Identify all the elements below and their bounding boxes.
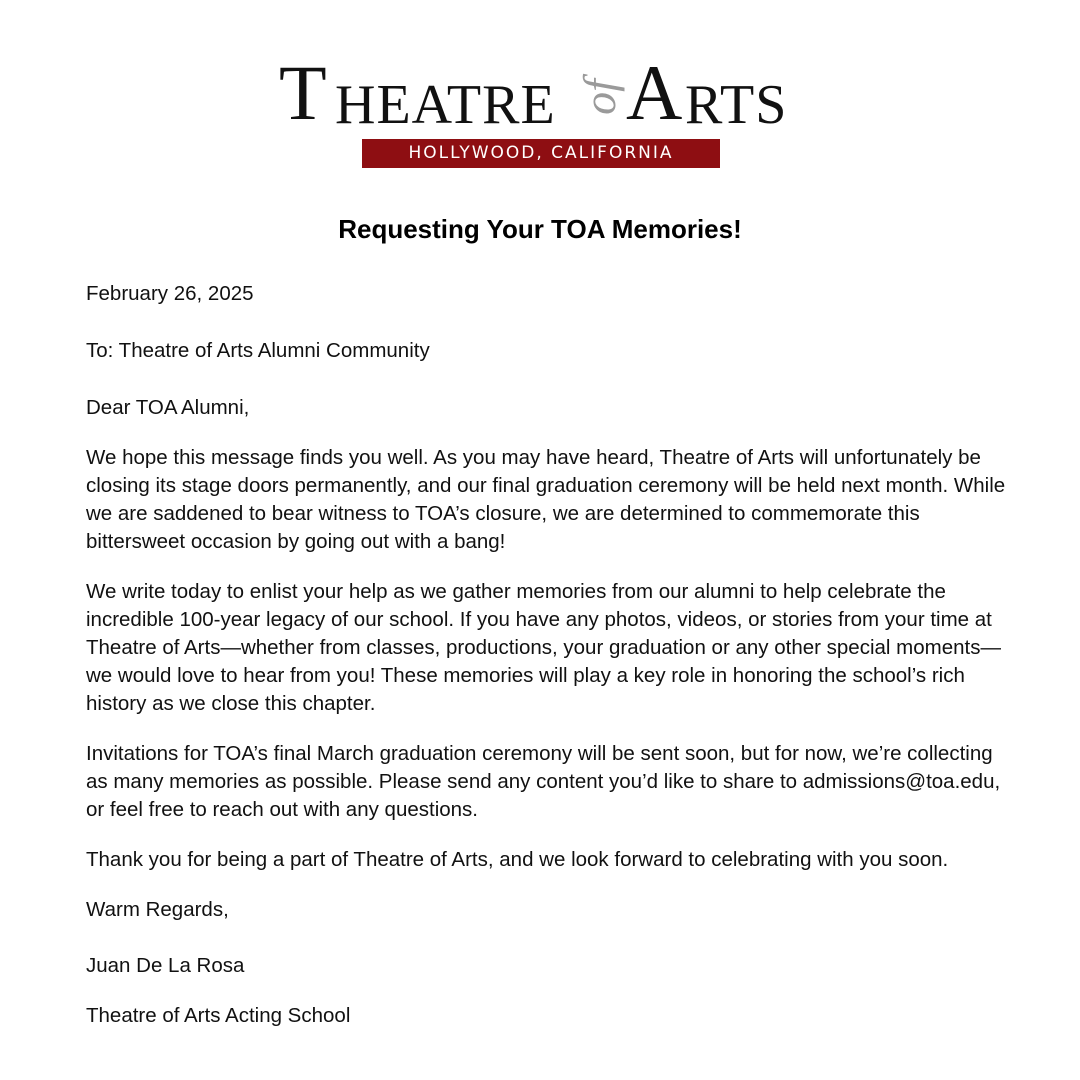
letter-closing: Warm Regards, [86,898,229,921]
theatre-of-arts-logo [0,49,1080,172]
logo-second-letter: A [626,49,683,136]
logo-first-letter: T [279,49,327,136]
logo-wordmark [0,49,1080,136]
letter-date: February 26, 2025 [86,282,254,305]
letter-salutation: Dear TOA Alumni, [86,396,250,419]
letter-paragraph: We write today to enlist your help as we gather memories from our alumni to help celebrate the incredible 100-year legacy of our school. If you have any photos, videos, or stories from your time at Theatre of Arts—whether from classes, productions, your graduation or any other special moments—we would love to hear from you! These memories will play a key role in honoring the school’s rich history as we close this chapter. [86,580,1001,715]
letter-recipient: To: Theatre of Arts Alumni Community [86,339,430,362]
logo-tagline-bar: HOLLYWOOD, CALIFORNIA [362,139,720,168]
letter-paragraph: We hope this message finds you well. As you may have heard, Theatre of Arts will unfortunately be closing its stage doors permanently, and our final graduation ceremony will be held next month. While we are saddened to bear witness to TOA’s closure, we are determined to commemorate this bittersweet occasion by going out with a bang! [86,446,1006,553]
letter-paragraph: Invitations for TOA’s final March graduation ceremony will be sent soon, but for now, we’re collecting as many memories as possible. Please send any content you’d like to share to admissions@toa.edu, or feel free to reach out with any questions. [86,742,1001,821]
logo-connector: of [573,79,625,115]
signature-name: Juan De La Rosa [86,954,245,977]
logo-first-word: HEATRE [335,74,556,136]
letter-title: Requesting Your TOA Memories! [338,214,742,244]
letter-body [86,280,1006,1052]
signature-organization: Theatre of Arts Acting School [86,1004,351,1027]
logo-second-word: RTS [685,74,788,136]
letter-paragraph: Thank you for being a part of Theatre of Arts, and we look forward to celebrating with you soon. [86,848,949,871]
